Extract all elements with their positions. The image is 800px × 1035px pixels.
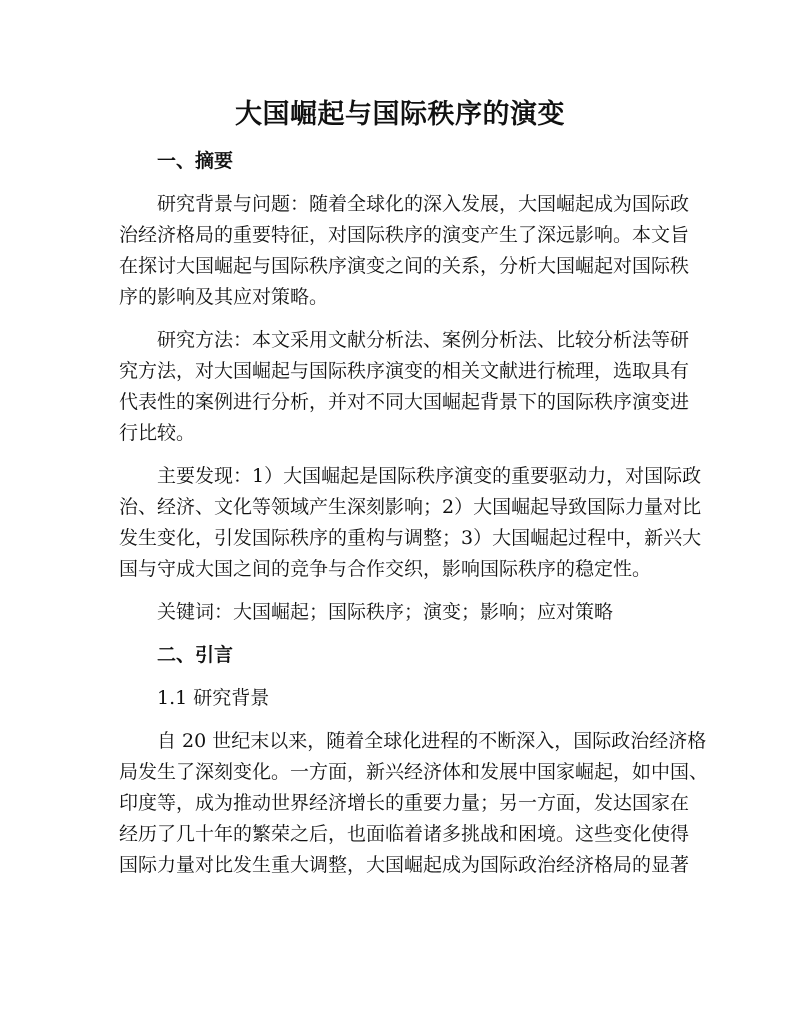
paragraph-introduction (119, 726, 709, 881)
paragraph-line: 究方法，对大国崛起与国际秩序演变的相关文献进行梳理，选取具有 (119, 360, 690, 382)
paragraph-line: 行比较。 (119, 422, 196, 444)
paragraph-line: 治经济格局的重要特征，对国际秩序的演变产生了深远影响。本文旨 (119, 224, 690, 246)
subsection-heading-background: 1.1 研究背景 (157, 687, 270, 709)
paragraph-background (119, 189, 690, 313)
section-heading-introduction: 二、引言 (157, 644, 234, 666)
paragraph-line: 经历了几十年的繁荣之后，也面临着诸多挑战和困境。这些变化使得 (119, 823, 690, 845)
paragraph-line: 国与守成大国之间的竞争与合作交织，影响国际秩序的稳定性。 (119, 558, 652, 580)
paragraph-line: 治、经济、文化等领域产生深刻影响；2）大国崛起导致国际力量对比 (119, 496, 702, 518)
paragraph-line: 序的影响及其应对策略。 (119, 286, 329, 308)
paragraph-line: 局发生了深刻变化。一方面，新兴经济体和发展中国家崛起，如中国、 (119, 761, 709, 783)
paragraph-method (119, 325, 690, 449)
paragraph-line: 主要发现：1）大国崛起是国际秩序演变的重要驱动力，对国际政 (157, 465, 702, 487)
paragraph-line: 国际力量对比发生重大调整，大国崛起成为国际政治经济格局的显著 (119, 854, 690, 876)
section-heading-abstract: 一、摘要 (157, 150, 234, 172)
paragraph-line: 代表性的案例进行分析，并对不同大国崛起背景下的国际秩序演变进 (119, 391, 690, 413)
keywords-line: 关键词：大国崛起；国际秩序；演变；影响；应对策略 (157, 601, 614, 623)
paragraph-line: 印度等，成为推动世界经济增长的重要力量；另一方面，发达国家在 (119, 792, 690, 814)
paragraph-line: 自 20 世纪末以来，随着全球化进程的不断深入，国际政治经济格 (157, 730, 707, 752)
paragraph-line: 研究方法：本文采用文献分析法、案例分析法、比较分析法等研 (157, 329, 690, 351)
paragraph-line: 在探讨大国崛起与国际秩序演变之间的关系，分析大国崛起对国际秩 (119, 255, 690, 277)
document-body (119, 146, 709, 881)
document-title: 大国崛起与国际秩序的演变 (235, 99, 565, 130)
paragraph-line: 研究背景与问题：随着全球化的深入发展，大国崛起成为国际政 (157, 193, 690, 215)
paragraph-findings (119, 461, 702, 585)
paragraph-line: 发生变化，引发国际秩序的重构与调整；3）大国崛起过程中，新兴大 (119, 527, 702, 549)
